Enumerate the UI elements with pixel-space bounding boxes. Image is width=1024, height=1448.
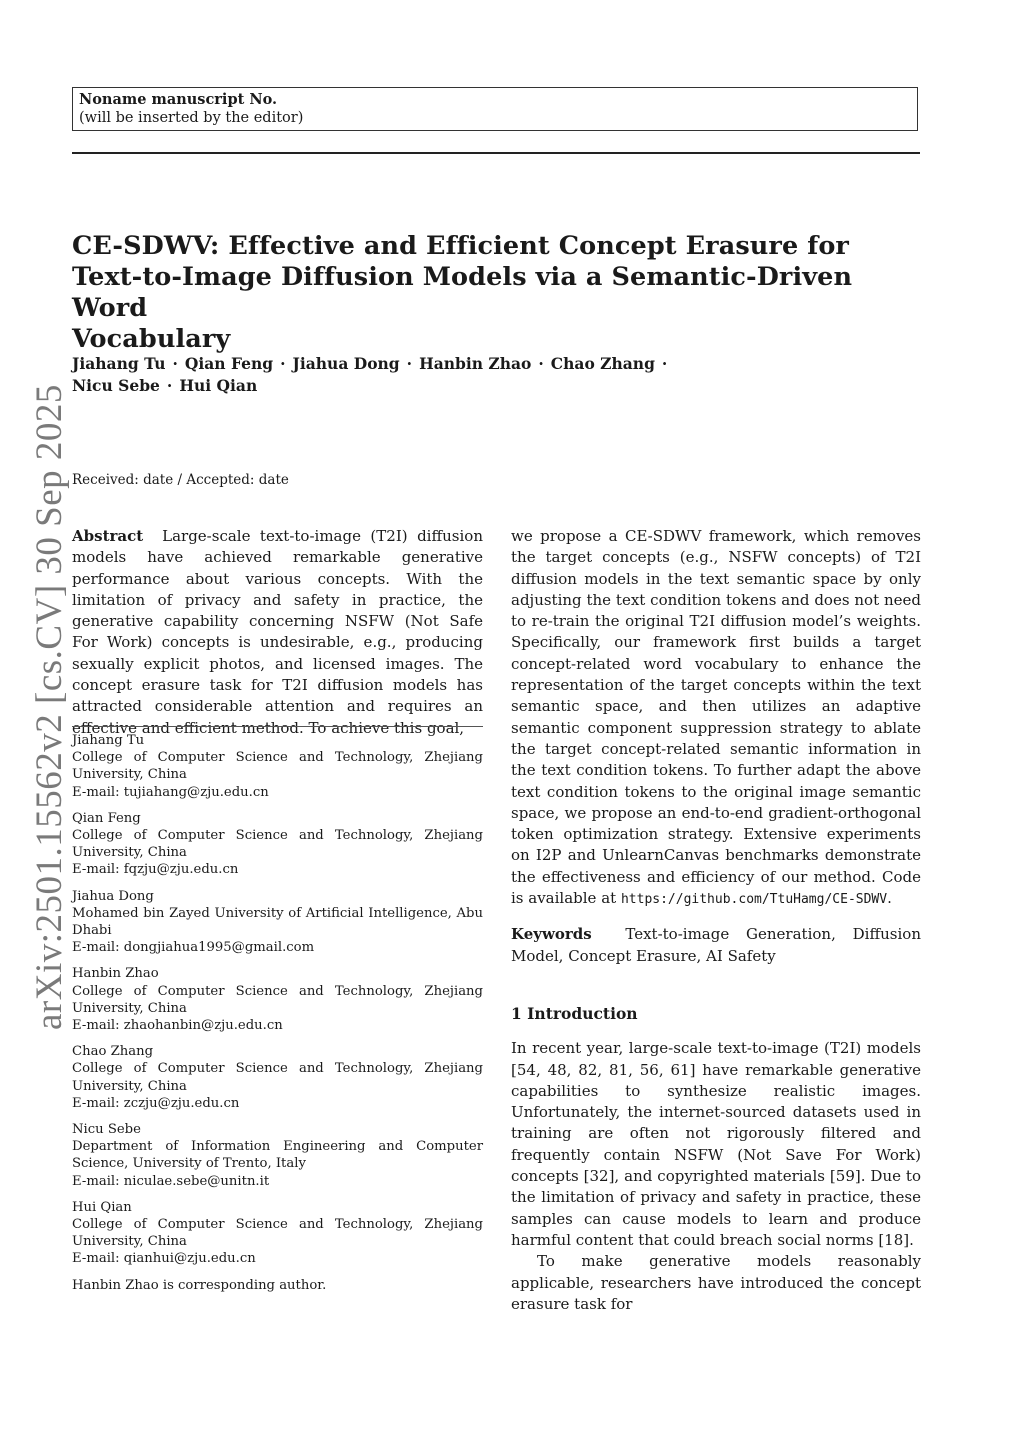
manuscript-number: Noname manuscript No. [79,91,278,108]
author-separator: · [406,354,413,373]
affiliation-email: E-mail: zczju@zju.edu.cn [72,1095,240,1111]
section-heading-introduction: 1 Introduction [511,1003,638,1023]
abstract-left [72,526,483,739]
affiliation-item [72,888,483,957]
author-list [72,353,932,397]
corresponding-author-note: Hanbin Zhao is corresponding author. [72,1277,327,1293]
affiliation-item [72,1121,483,1190]
keywords-label: Keywords [511,925,592,944]
editor-note: (will be inserted by the editor) [79,110,304,126]
title-line: CE-SDWV: Effective and Efficient Concept Erasure for [72,231,849,261]
affiliation-item [72,732,483,801]
affiliation-name: Hanbin Zhao [72,966,159,982]
paper-title [72,231,932,355]
abstract-text-right: we propose a CE-SDWV framework, which removes the target concepts (e.g., NSFW concepts) of T2I diffusion models in the text semantic space by only adjusting the text condition tokens and does not need to re-train the original T2I diffusion model’s weights. Specifically, our framework first builds a target concept-related word vocabulary to enhance the representation of the target concepts within the text semantic space, and then utilizes an adaptive semantic component suppression strategy to ablate the target concept-related semantic information in the text condition tokens. To further adapt the above text condition tokens to the original image semantic space, we propose an end-to-end gradient-orthogonal token optimization strategy. Extensive experiments on I2P and UnlearnCanvas benchmarks demonstrate the effectiveness and efficiency of our method. Code is available at [511,527,921,908]
arxiv-stamp: arXiv:2501.15562v2 [cs.CV] 30 Sep 2025 [29,384,70,1030]
affiliation-email: E-mail: tujiahang@zju.edu.cn [72,784,269,800]
affiliation-institution: College of Computer Science and Technology, Zhejiang University, China [72,1217,483,1250]
author-name: Chao Zhang [550,354,655,373]
abstract-right [511,526,921,1315]
affiliation-name: Hui Qian [72,1199,132,1215]
author-name: Jiahua Dong [292,354,400,373]
affiliation-institution: College of Computer Science and Technology, Zhejiang University, China [72,1061,483,1094]
affiliation-item [72,965,483,1034]
intro-paragraph-2: To make generative models reasonably applicable, researchers have introduced the concept erasure task for [511,1252,921,1313]
author-line-1 [72,353,932,375]
title-line: Text-to-Image Diffusion Models via a Semantic-Driven Word [72,262,853,323]
affiliation-name: Qian Feng [72,810,141,826]
received-date: Received: date / Accepted: date [72,472,289,488]
author-separator: · [538,354,544,373]
author-line-2 [72,375,932,397]
affiliation-institution: Department of Information Engineering and Computer Science, University of Trento, Italy [72,1139,483,1172]
author-name: Hui Qian [179,376,258,395]
author-name: Jiahang Tu [72,354,166,373]
affiliation-institution: College of Computer Science and Technology, Zhejiang University, China [72,983,483,1016]
affiliation-email: E-mail: dongjiahua1995@gmail.com [72,940,315,956]
footnote-rule [72,726,483,727]
code-link[interactable]: https://github.com/TtuHamg/CE-SDWV [620,892,888,908]
affiliation-item [72,1043,483,1112]
abstract-label: Abstract [72,527,144,545]
affiliation-item [72,1199,483,1268]
affiliation-list [72,732,483,1294]
affiliation-email: E-mail: niculae.sebe@unitn.it [72,1173,270,1189]
abstract-end: . [887,889,892,908]
affiliation-item [72,810,483,879]
keywords [511,924,921,967]
author-separator: · [661,354,668,373]
affiliation-institution: College of Computer Science and Technology, Zhejiang University, China [72,828,483,861]
author-separator: · [172,354,178,373]
editor-note-box [72,87,918,131]
author-name: Nicu Sebe [72,376,160,395]
intro-paragraph-1: In recent year, large-scale text-to-image (T2I) models [54, 48, 82, 81, 56, 61] have remarkable generative capabilities to synthesize realistic images. Unfortunately, the internet-sourced datasets used in training are often not rigorously filtered and frequently contain NSFW (Not Save For Work) concepts [32], and copyrighted materials [59]. Due to the limitation of privacy and safety in practice, these samples can cause models to learn and produce harmful content that could breach social norms [18]. [511,1039,921,1249]
affiliation-email: E-mail: zhaohanbin@zju.edu.cn [72,1018,283,1034]
author-name: Qian Feng [184,354,274,373]
affiliation-name: Jiahang Tu [72,733,145,748]
affiliation-institution: Mohamed bin Zayed University of Artificial Intelligence, Abu Dhabi [72,905,483,939]
abstract-text-left: Large-scale text-to-image (T2I) diffusion models have achieved remarkable generative performance about various concepts. With the limitation of privacy and safety in practice, the generative capability concerning NSFW (Not Safe For Work) concepts is undesirable, e.g., producing sexually explicit photos, and licensed images. The concept erasure task for T2I diffusion models has attracted considerable attention and requires an effective and efficient method. To achieve this goal, [72,527,483,737]
author-separator: · [166,376,173,395]
affiliation-name: Jiahua Dong [72,888,154,904]
affiliation-institution: College of Computer Science and Technology, Zhejiang University, China [72,750,483,783]
author-name: Hanbin Zhao [419,354,532,373]
header-rule [72,152,920,154]
affiliation-name: Nicu Sebe [72,1122,141,1138]
title-line: Vocabulary [72,324,231,354]
author-separator: · [280,354,286,373]
keywords-text: Text-to-image Generation, Diffusion Model, Concept Erasure, AI Safety [511,925,921,965]
affiliation-name: Chao Zhang [72,1044,154,1060]
affiliation-email: E-mail: fqzju@zju.edu.cn [72,862,239,878]
affiliation-email: E-mail: qianhui@zju.edu.cn [72,1251,256,1267]
